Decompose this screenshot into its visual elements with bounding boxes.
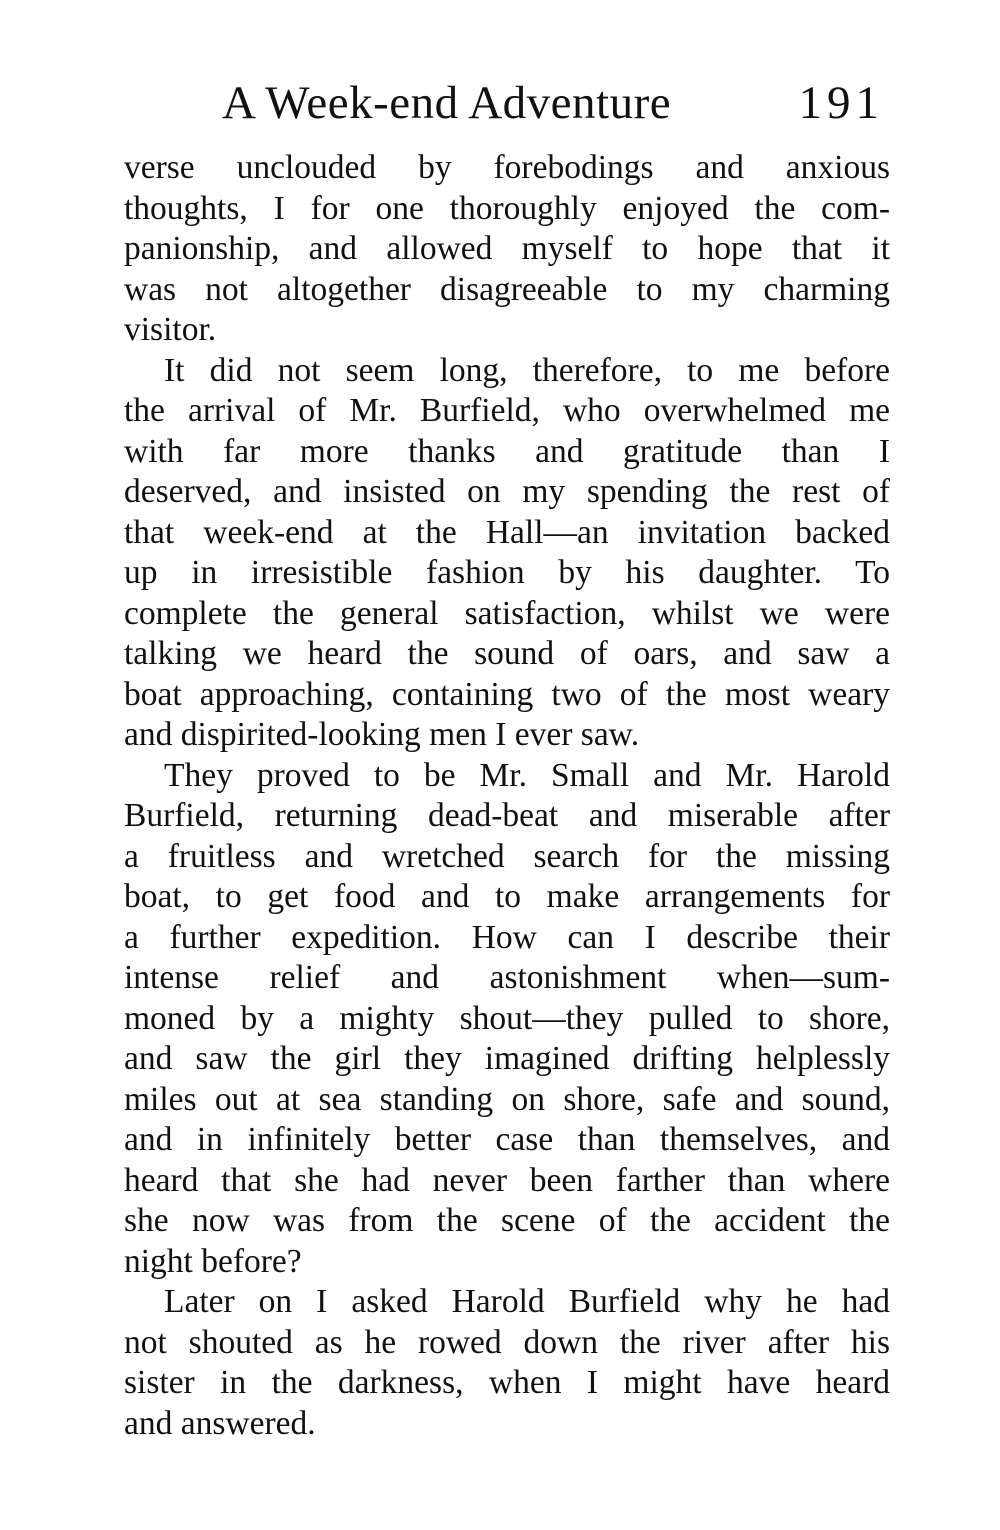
text-line: up in irresistible fashion by his daughter. To	[124, 554, 890, 591]
body-text	[124, 148, 890, 1444]
text-line: boat approaching, containing two of the most weary	[124, 675, 890, 713]
text-line: not shouted as he rowed down the river after his	[124, 1323, 890, 1361]
paragraph-4	[124, 1282, 890, 1444]
running-head	[124, 70, 890, 136]
text-line: It did not seem long, therefore, to me before	[164, 351, 890, 389]
text-line: a further expedition. How can I describe their	[124, 918, 890, 956]
running-title: A Week-end Adventure	[222, 77, 672, 129]
text-line: visitor.	[124, 311, 217, 348]
text-line: boat, to get food and to make arrangements for	[124, 878, 890, 915]
page-number: 191	[798, 77, 884, 129]
text-line: Burfield, returning dead-beat and miserable after	[124, 797, 890, 834]
text-line: and answered.	[124, 1404, 316, 1442]
text-line: deserved, and insisted on my spending the rest of	[124, 473, 890, 510]
text-line: was not altogether disagreeable to my charming	[124, 270, 890, 308]
text-line: she now was from the scene of the accident the	[124, 1202, 890, 1239]
text-line: a fruitless and wretched search for the missing	[124, 837, 890, 875]
text-line: and saw the girl they imagined drifting helplessly	[124, 1040, 890, 1077]
paragraph-1	[124, 148, 890, 351]
text-line: talking we heard the sound of oars, and saw a	[124, 635, 890, 672]
text-line: They proved to be Mr. Small and Mr. Harold	[164, 756, 890, 794]
text-line: night before?	[124, 1242, 302, 1280]
text-line: and dispirited-looking men I ever saw.	[124, 716, 640, 753]
text-line: and in infinitely better case than themselves, and	[124, 1121, 890, 1158]
text-line: complete the general satisfaction, whilst we were	[124, 594, 890, 632]
text-line: moned by a mighty shout—they pulled to shore,	[124, 999, 890, 1037]
paragraph-2	[124, 351, 890, 756]
paragraph-3	[124, 756, 890, 1283]
text-line: miles out at sea standing on shore, safe and sound,	[124, 1080, 890, 1118]
text-line: thoughts, I for one thoroughly enjoyed the com-	[124, 189, 890, 227]
text-line: verse unclouded by forebodings and anxious	[124, 149, 890, 186]
text-line: intense relief and astonishment when—sum-	[124, 959, 890, 996]
text-line: panionship, and allowed myself to hope that it	[124, 230, 890, 267]
text-line: that week-end at the Hall—an invitation backed	[124, 513, 890, 551]
text-line: Later on I asked Harold Burfield why he had	[164, 1283, 890, 1320]
text-line: with far more thanks and gratitude than I	[124, 432, 890, 470]
text-line: heard that she had never been farther than where	[124, 1161, 890, 1199]
book-page	[124, 70, 890, 1444]
text-line: the arrival of Mr. Burfield, who overwhelmed me	[124, 392, 890, 429]
text-line: sister in the darkness, when I might have heard	[124, 1364, 890, 1401]
